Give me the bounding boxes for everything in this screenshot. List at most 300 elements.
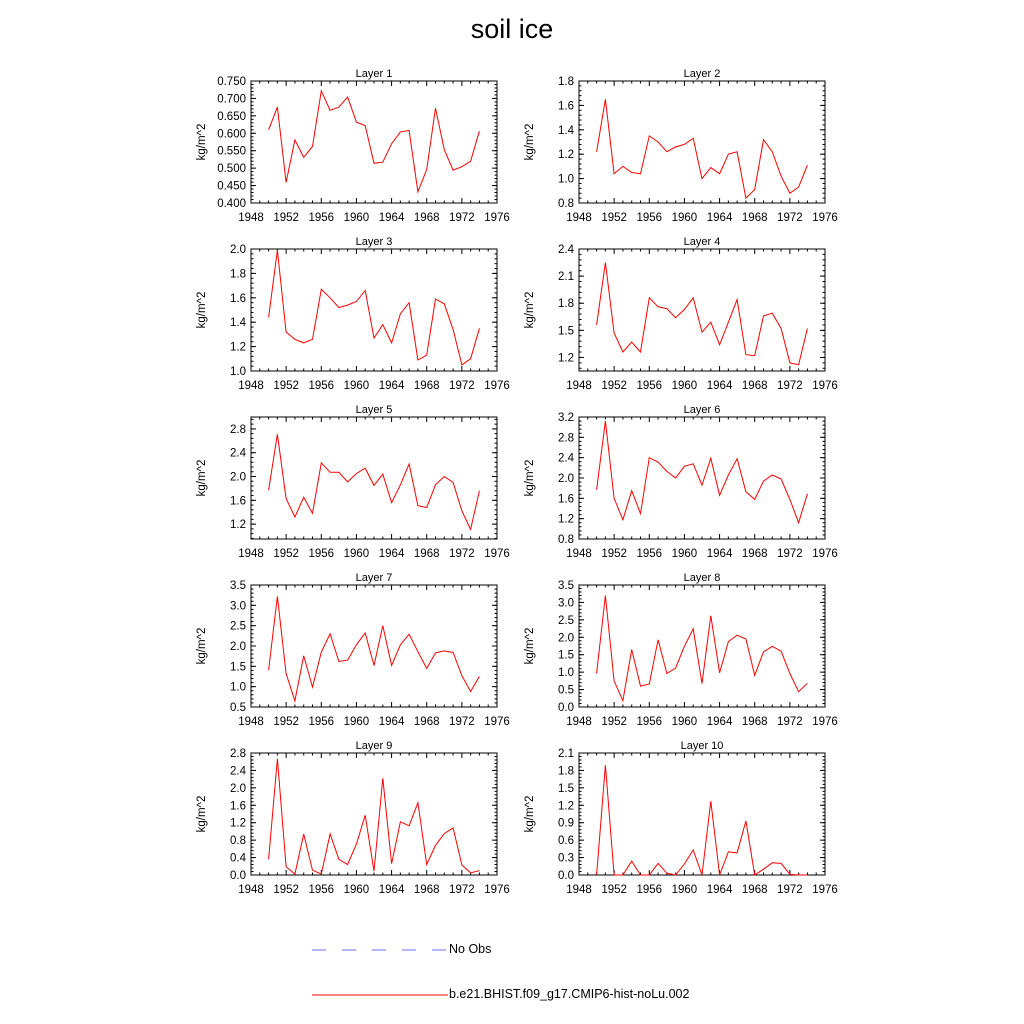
series-line-model — [597, 421, 808, 523]
data-point — [710, 322, 711, 323]
y-tick-label: 0.3 — [558, 852, 574, 865]
y-axis-label: kg/m^2 — [524, 291, 536, 329]
x-tick-label: 1968 — [413, 548, 440, 560]
y-tick-label: 1.2 — [230, 341, 246, 354]
data-point — [373, 337, 374, 338]
y-tick-label: 1.4 — [230, 317, 246, 330]
data-point — [452, 652, 453, 653]
data-point — [338, 859, 339, 860]
data-point — [675, 317, 676, 318]
x-tick-label: 1948 — [566, 212, 592, 224]
x-tick-label: 1956 — [308, 884, 335, 896]
y-tick-label: 0.5 — [230, 702, 246, 714]
panel-title: Layer 3 — [355, 236, 393, 248]
data-point — [338, 661, 339, 662]
data-point — [631, 341, 632, 342]
y-axis-label: kg/m^2 — [196, 459, 208, 497]
data-point — [622, 874, 623, 875]
x-tick-label: 1964 — [706, 212, 733, 224]
data-point — [622, 351, 623, 352]
x-tick-label: 1948 — [238, 380, 264, 392]
y-tick-label: 2.0 — [230, 641, 246, 653]
data-point — [435, 108, 436, 109]
data-point — [693, 138, 694, 139]
data-point — [798, 187, 799, 188]
data-point — [701, 683, 702, 684]
data-point — [321, 462, 322, 463]
data-point — [798, 522, 799, 523]
data-point — [719, 173, 720, 174]
y-tick-label: 0.0 — [558, 870, 574, 882]
x-tick-label: 1972 — [449, 212, 475, 224]
x-tick-label: 1964 — [706, 380, 733, 392]
x-tick-label: 1948 — [566, 884, 592, 896]
y-tick-label: 0.450 — [217, 180, 246, 193]
data-point — [605, 262, 606, 263]
data-point — [435, 652, 436, 653]
data-point — [479, 131, 480, 132]
data-point — [649, 683, 650, 684]
x-tick-label: 1948 — [238, 548, 264, 560]
data-point — [303, 833, 304, 834]
plot-frame — [579, 81, 825, 203]
y-tick-label: 1.0 — [558, 173, 574, 186]
data-point — [666, 673, 667, 674]
x-tick-label: 1960 — [671, 716, 698, 728]
data-point — [338, 472, 339, 473]
data-point — [657, 863, 658, 864]
data-point — [622, 700, 623, 701]
data-point — [286, 866, 287, 867]
data-point — [754, 499, 755, 500]
y-tick-label: 0.750 — [217, 76, 246, 88]
x-tick-label: 1956 — [636, 548, 663, 560]
data-point — [684, 309, 685, 310]
data-point — [409, 302, 410, 303]
y-tick-label: 1.2 — [230, 817, 246, 830]
data-point — [745, 198, 746, 199]
data-point — [277, 107, 278, 108]
x-tick-label: 1972 — [777, 884, 803, 896]
x-tick-label: 1972 — [777, 548, 803, 560]
data-point — [719, 874, 720, 875]
y-tick-label: 1.6 — [558, 100, 574, 113]
y-tick-label: 0.5 — [558, 684, 574, 697]
y-tick-label: 1.2 — [558, 800, 574, 813]
data-point — [391, 665, 392, 666]
data-point — [710, 458, 711, 459]
series-line-model — [269, 434, 480, 529]
y-tick-label: 1.8 — [230, 268, 246, 281]
data-point — [294, 339, 295, 340]
x-tick-label: 1948 — [566, 716, 592, 728]
x-tick-label: 1972 — [777, 716, 803, 728]
data-point — [356, 473, 357, 474]
x-tick-label: 1956 — [636, 884, 663, 896]
y-tick-label: 2.8 — [558, 432, 574, 445]
y-tick-label: 0.0 — [230, 870, 246, 882]
data-point — [461, 166, 462, 167]
y-tick-label: 3.5 — [230, 580, 246, 592]
x-tick-label: 1964 — [378, 548, 405, 560]
x-tick-label: 1976 — [812, 548, 838, 560]
series-line-model — [269, 596, 480, 701]
y-tick-label: 1.8 — [558, 76, 574, 88]
y-tick-label: 0.9 — [558, 817, 574, 830]
data-point — [400, 131, 401, 132]
y-tick-label: 1.2 — [558, 513, 574, 526]
data-point — [391, 342, 392, 343]
y-tick-label: 1.5 — [230, 661, 246, 674]
data-point — [329, 472, 330, 473]
data-point — [737, 852, 738, 853]
x-tick-label: 1956 — [308, 212, 335, 224]
data-point — [294, 516, 295, 517]
data-point — [382, 625, 383, 626]
series-line-model — [597, 765, 808, 875]
data-point — [321, 652, 322, 653]
data-point — [444, 833, 445, 834]
y-tick-label: 2.0 — [558, 473, 574, 485]
data-point — [294, 139, 295, 140]
data-point — [614, 874, 615, 875]
data-point — [347, 660, 348, 661]
data-point — [798, 874, 799, 875]
y-tick-label: 2.4 — [558, 452, 574, 465]
data-point — [745, 638, 746, 639]
x-tick-label: 1976 — [484, 716, 510, 728]
x-tick-label: 1968 — [741, 548, 768, 560]
x-tick-label: 1956 — [308, 548, 335, 560]
x-tick-label: 1964 — [378, 212, 405, 224]
data-point — [321, 90, 322, 91]
data-point — [452, 329, 453, 330]
x-tick-label: 1948 — [238, 716, 264, 728]
x-tick-label: 1948 — [566, 548, 592, 560]
y-tick-label: 1.6 — [230, 495, 246, 508]
y-tick-label: 2.5 — [230, 620, 246, 633]
data-point — [798, 364, 799, 365]
panel-layer-8 — [524, 572, 838, 728]
x-tick-label: 1952 — [273, 716, 299, 728]
data-point — [675, 874, 676, 875]
data-point — [763, 480, 764, 481]
x-tick-label: 1976 — [484, 884, 510, 896]
y-tick-label: 0.500 — [217, 163, 246, 176]
data-point — [400, 313, 401, 314]
plot-frame — [579, 753, 825, 875]
data-point — [763, 651, 764, 652]
data-point — [356, 644, 357, 645]
panel-layer-4 — [524, 236, 838, 392]
x-tick-label: 1952 — [601, 716, 627, 728]
y-tick-label: 2.1 — [558, 271, 574, 284]
data-point — [461, 864, 462, 865]
data-point — [470, 529, 471, 530]
plot-frame — [579, 417, 825, 539]
panel-layer-3 — [196, 236, 510, 392]
x-tick-label: 1972 — [449, 884, 475, 896]
data-point — [277, 596, 278, 597]
data-point — [382, 474, 383, 475]
data-point — [461, 675, 462, 676]
y-axis-label: kg/m^2 — [524, 795, 536, 833]
data-point — [684, 863, 685, 864]
data-point — [417, 191, 418, 192]
series-line-model — [597, 596, 808, 701]
series-line-model — [269, 250, 480, 365]
x-tick-label: 1964 — [378, 716, 405, 728]
y-tick-label: 2.0 — [230, 244, 246, 256]
data-point — [444, 303, 445, 304]
data-point — [373, 870, 374, 871]
data-point — [807, 683, 808, 684]
data-point — [737, 151, 738, 152]
plot-frame — [579, 249, 825, 371]
data-point — [452, 170, 453, 171]
data-point — [772, 646, 773, 647]
data-point — [277, 434, 278, 435]
data-point — [479, 490, 480, 491]
data-point — [444, 476, 445, 477]
data-point — [710, 167, 711, 168]
data-point — [426, 864, 427, 865]
data-point — [391, 143, 392, 144]
data-point — [640, 685, 641, 686]
x-tick-label: 1964 — [706, 884, 733, 896]
data-point — [435, 845, 436, 846]
data-point — [400, 821, 401, 822]
data-point — [391, 863, 392, 864]
data-point — [754, 355, 755, 356]
data-point — [745, 354, 746, 355]
data-point — [596, 324, 597, 325]
data-point — [780, 328, 781, 329]
data-point — [807, 165, 808, 166]
y-tick-label: 2.0 — [230, 782, 246, 795]
data-point — [640, 351, 641, 352]
data-point — [657, 462, 658, 463]
data-point — [780, 478, 781, 479]
data-point — [426, 355, 427, 356]
data-point — [640, 173, 641, 174]
y-tick-label: 1.5 — [558, 782, 574, 795]
series-line-model — [597, 99, 808, 198]
y-tick-label: 2.4 — [230, 765, 246, 778]
panel-title: Layer 2 — [683, 68, 721, 80]
x-tick-label: 1960 — [343, 212, 370, 224]
y-tick-label: 1.6 — [230, 800, 246, 813]
data-point — [365, 125, 366, 126]
y-tick-label: 1.8 — [558, 765, 574, 778]
panel-title: Layer 6 — [683, 404, 721, 416]
legend-obs-label: No Obs — [449, 942, 492, 956]
data-point — [391, 502, 392, 503]
data-point — [294, 874, 295, 875]
data-point — [657, 141, 658, 142]
data-point — [728, 641, 729, 642]
data-point — [780, 863, 781, 864]
x-tick-label: 1960 — [671, 380, 698, 392]
data-point — [409, 634, 410, 635]
data-point — [675, 146, 676, 147]
panel-layer-6 — [524, 404, 838, 560]
plot-frame — [251, 585, 497, 707]
data-point — [807, 493, 808, 494]
data-point — [286, 673, 287, 674]
y-tick-label: 0.400 — [217, 198, 246, 210]
panel-title: Layer 9 — [355, 740, 393, 752]
data-point — [268, 859, 269, 860]
x-tick-label: 1968 — [413, 212, 440, 224]
x-tick-label: 1972 — [777, 380, 803, 392]
y-tick-label: 2.0 — [230, 471, 246, 484]
data-point — [807, 328, 808, 329]
data-point — [728, 322, 729, 323]
data-point — [657, 306, 658, 307]
y-tick-label: 1.5 — [558, 649, 574, 662]
panel-title: Layer 8 — [683, 572, 721, 584]
data-point — [631, 490, 632, 491]
data-point — [622, 166, 623, 167]
x-tick-label: 1968 — [741, 380, 768, 392]
data-point — [728, 474, 729, 475]
data-point — [338, 307, 339, 308]
series-line-model — [269, 759, 480, 874]
data-point — [693, 628, 694, 629]
data-point — [666, 873, 667, 874]
y-tick-label: 1.6 — [558, 493, 574, 506]
legend-model-label: b.e21.BHIST.f09_g17.CMIP6-hist-noLu.002 — [449, 987, 690, 1001]
data-point — [772, 474, 773, 475]
y-tick-label: 1.2 — [230, 519, 246, 532]
data-point — [479, 870, 480, 871]
data-point — [754, 675, 755, 676]
data-point — [417, 505, 418, 506]
data-point — [329, 833, 330, 834]
data-point — [277, 250, 278, 251]
y-tick-label: 2.5 — [558, 614, 574, 627]
plot-frame — [251, 249, 497, 371]
data-point — [614, 498, 615, 499]
x-tick-label: 1960 — [671, 884, 698, 896]
y-tick-label: 1.0 — [558, 667, 574, 680]
x-tick-label: 1960 — [671, 548, 698, 560]
data-point — [789, 673, 790, 674]
x-tick-label: 1968 — [413, 884, 440, 896]
y-axis-label: kg/m^2 — [196, 291, 208, 329]
data-point — [347, 96, 348, 97]
data-point — [294, 700, 295, 701]
data-point — [303, 157, 304, 158]
data-point — [763, 139, 764, 140]
data-point — [373, 485, 374, 486]
panel-layer-9 — [196, 740, 510, 896]
panel-layer-10 — [524, 740, 838, 896]
data-point — [417, 802, 418, 803]
x-tick-label: 1976 — [484, 212, 510, 224]
data-point — [710, 801, 711, 802]
data-point — [684, 466, 685, 467]
data-point — [772, 313, 773, 314]
data-point — [649, 457, 650, 458]
data-point — [763, 869, 764, 870]
data-point — [728, 851, 729, 852]
x-tick-label: 1960 — [343, 716, 370, 728]
data-point — [737, 458, 738, 459]
y-tick-label: 0.700 — [217, 93, 246, 106]
data-point — [789, 874, 790, 875]
x-tick-label: 1952 — [601, 212, 627, 224]
data-point — [382, 162, 383, 163]
data-point — [701, 332, 702, 333]
x-tick-label: 1964 — [706, 716, 733, 728]
data-point — [745, 820, 746, 821]
data-point — [649, 297, 650, 298]
y-tick-label: 2.0 — [558, 632, 574, 645]
data-point — [640, 513, 641, 514]
data-point — [382, 324, 383, 325]
y-tick-label: 2.8 — [230, 423, 246, 436]
data-point — [347, 305, 348, 306]
x-tick-label: 1952 — [273, 548, 299, 560]
x-tick-label: 1952 — [601, 548, 627, 560]
data-point — [400, 484, 401, 485]
y-tick-label: 0.600 — [217, 128, 246, 141]
data-point — [605, 420, 606, 421]
x-tick-label: 1960 — [343, 380, 370, 392]
data-point — [321, 289, 322, 290]
data-point — [286, 182, 287, 183]
y-tick-label: 2.8 — [230, 748, 246, 760]
data-point — [719, 495, 720, 496]
x-tick-label: 1948 — [566, 380, 592, 392]
data-point — [666, 471, 667, 472]
data-point — [452, 482, 453, 483]
y-tick-label: 3.0 — [558, 597, 574, 610]
data-point — [426, 507, 427, 508]
data-point — [435, 298, 436, 299]
y-tick-label: 2.4 — [230, 447, 246, 460]
data-point — [452, 827, 453, 828]
data-point — [286, 331, 287, 332]
data-point — [737, 299, 738, 300]
data-point — [268, 490, 269, 491]
data-point — [479, 328, 480, 329]
data-point — [329, 633, 330, 634]
data-point — [693, 463, 694, 464]
data-point — [772, 862, 773, 863]
page-title: soil ice — [470, 14, 554, 44]
data-point — [596, 151, 597, 152]
y-tick-label: 1.8 — [558, 298, 574, 311]
y-tick-label: 1.2 — [558, 149, 574, 162]
data-point — [435, 484, 436, 485]
x-tick-label: 1952 — [601, 884, 627, 896]
x-tick-label: 1976 — [484, 548, 510, 560]
data-point — [693, 849, 694, 850]
data-point — [329, 110, 330, 111]
x-tick-label: 1952 — [601, 380, 627, 392]
y-tick-label: 1.6 — [230, 292, 246, 305]
data-point — [470, 358, 471, 359]
y-tick-label: 2.1 — [558, 748, 574, 760]
data-point — [286, 498, 287, 499]
y-tick-label: 0.8 — [230, 835, 246, 848]
data-point — [631, 172, 632, 173]
data-point — [312, 339, 313, 340]
series-line-model — [597, 263, 808, 365]
